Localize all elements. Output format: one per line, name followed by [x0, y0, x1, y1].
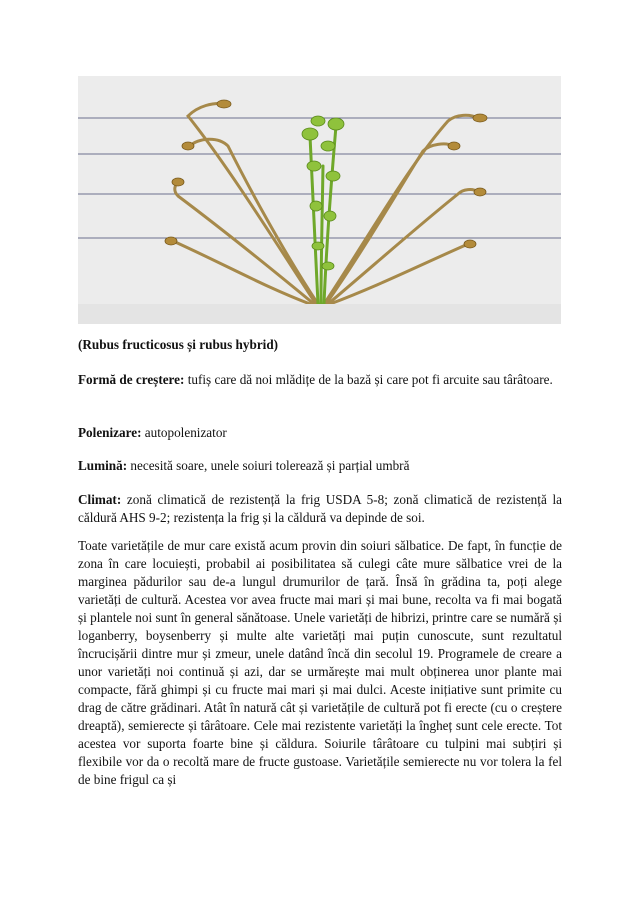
leaf — [172, 178, 184, 186]
growth-form-text: tufiș care dă noi mlădițe de la bază și care pot fi arcuite sau târâtoare. — [184, 372, 553, 387]
leaf — [310, 201, 322, 211]
cane — [175, 182, 314, 304]
leaf — [328, 118, 344, 130]
leaf — [473, 114, 487, 122]
trellis-wires — [78, 118, 561, 238]
caption — [78, 336, 562, 354]
leaf — [182, 142, 194, 150]
trellis-plant-drawing — [78, 76, 561, 324]
leaf — [307, 161, 321, 171]
pollination-label: Polenizare: — [78, 425, 142, 440]
growth-form-paragraph — [78, 371, 562, 389]
leaf — [302, 128, 318, 140]
pollination-text: autopolenizator — [141, 425, 227, 440]
leaf — [217, 100, 231, 108]
leaf — [464, 240, 476, 248]
growth-form-label: Formă de creștere: — [78, 372, 185, 387]
cane — [328, 190, 478, 304]
climate-paragraph — [78, 491, 562, 527]
leaf — [448, 142, 460, 150]
shoot — [321, 166, 323, 304]
body-paragraph: Toate varietățile de mur care există acum provin din soiuri sălbatice. De fapt, în funcție de zona în care locuiești, probabil ai posibilitatea să culegi câte mure sălbatice vrei de la marginea pădurilor sau de-a lungul drumurilor de țară. Însă în grădina ta, poți alege varietăți de cultură. Acestea vor avea fructe mai mari și mai bune, recolta va fi mai bogată și plantele noi sunt în general sănătoase. Unele varietăți de hibrizi, printre care se numără și loganberry, boysenberry și multe alte varietăți mai puțin cunoscute, sunt rezultatul încrucișării dintre mur și zmeur, unele datând încă din secolul 19. Programele de creare a unor varietăți noi continuă și azi, dar se urmărește mai mult obținerea unor plante mai compacte, fără ghimpi și cu fructe mai mari și mai dulci. Aceste inițiative sunt primite cu drag de către grădinari. Atât în natură cât și varietățile de cultură pot fi erecte (cu o creștere dreaptă), semierecte și târâtoare. Cele mai rezistente varietăți la îngheț sunt cele erecte. Tot acestea vor suporta foarte bine și căldura. Soiurile târâtoare cu tulpini mai subțiri și flexibile vor da o recoltă mare de fructe gustoase. Varietățile semierecte nu vor tolera la fel de bine frigul ca și — [78, 538, 562, 787]
leaf — [312, 242, 324, 250]
cane-tip-leaves — [165, 100, 487, 248]
pollination-paragraph — [78, 424, 562, 442]
leaf — [322, 262, 334, 270]
leaf — [311, 116, 325, 126]
cane — [330, 244, 468, 304]
leaf — [165, 237, 177, 245]
ground-strip — [78, 304, 561, 324]
climate-label: Climat: — [78, 492, 122, 507]
cane — [188, 104, 316, 305]
caption-text: (Rubus fructicosus și rubus hybrid) — [78, 337, 279, 352]
leaf — [321, 141, 335, 151]
leaf — [474, 188, 486, 196]
climate-text: zonă climatică de rezistență la frig USDA 5-8; zonă climatică de rezistență la căldură AHS 9-2; rezistența la frig și la căldură va depinde de soi. — [78, 492, 562, 525]
leaf — [326, 171, 340, 181]
cane — [173, 241, 310, 304]
light-paragraph — [78, 457, 562, 475]
blackberry-trellis-illustration — [78, 76, 561, 324]
light-text: necesită soare, unele soiuri tolerează și parțial umbră — [127, 458, 410, 473]
leaf — [324, 211, 336, 221]
light-label: Lumină: — [78, 458, 128, 473]
